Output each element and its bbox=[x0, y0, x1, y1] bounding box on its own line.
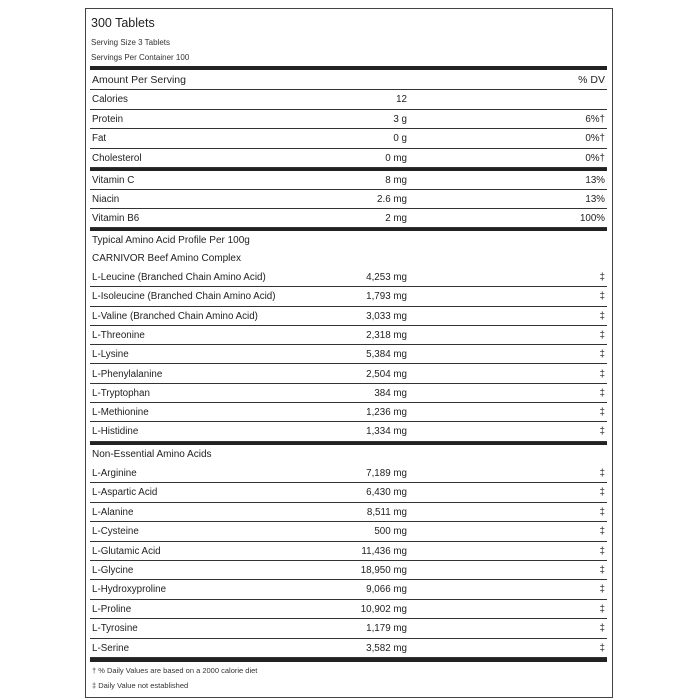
row-amount: 9,066 mg bbox=[366, 584, 407, 596]
table-row bbox=[90, 307, 607, 326]
row-amount: 2,504 mg bbox=[366, 368, 407, 380]
row-label: L-Glycine bbox=[92, 565, 134, 576]
table-row bbox=[90, 580, 607, 599]
row-dv: ‡ bbox=[599, 349, 605, 361]
row-label: L-Phenylalanine bbox=[92, 368, 163, 380]
table-row bbox=[90, 190, 607, 209]
row-label: L-Threonine bbox=[92, 329, 145, 341]
table-row bbox=[90, 542, 607, 561]
table-row bbox=[90, 483, 607, 502]
row-amount: 6,430 mg bbox=[366, 487, 407, 499]
serving-size: Serving Size 3 Tablets bbox=[91, 38, 171, 47]
row-dv: 13% bbox=[585, 194, 605, 205]
row-amount: 0 mg bbox=[385, 152, 407, 164]
row-dv: 6%† bbox=[585, 113, 605, 125]
amino-profile-title: Typical Amino Acid Profile Per 100g bbox=[92, 235, 250, 246]
row-label: Cholesterol bbox=[92, 152, 142, 164]
row-dv: ‡ bbox=[599, 584, 605, 596]
row-amount: 1,179 mg bbox=[366, 623, 407, 635]
row-label: L-Aspartic Acid bbox=[92, 487, 158, 499]
table-row bbox=[90, 209, 607, 228]
dv-header: % DV bbox=[578, 74, 605, 86]
table-header-row bbox=[90, 70, 607, 90]
servings-per-container: Servings Per Container 100 bbox=[91, 53, 190, 62]
row-amount: 7,189 mg bbox=[366, 468, 407, 479]
row-label: L-Methionine bbox=[92, 407, 149, 419]
not-established-footnote: ‡ Daily Value not established bbox=[92, 681, 189, 690]
row-dv: 0%† bbox=[585, 133, 605, 144]
row-amount: 10,902 mg bbox=[360, 603, 407, 615]
table-row bbox=[90, 90, 607, 110]
row-label: L-Arginine bbox=[92, 468, 137, 479]
row-dv: 0%† bbox=[585, 152, 605, 164]
table-row bbox=[90, 619, 607, 638]
row-dv: 100% bbox=[579, 213, 605, 224]
row-amount: 18,950 mg bbox=[360, 565, 407, 576]
table-row bbox=[90, 149, 607, 169]
row-amount: 5,384 mg bbox=[366, 349, 407, 361]
row-label: L-Leucine (Branched Chain Amino Acid) bbox=[92, 272, 266, 283]
row-label: L-Serine bbox=[92, 642, 130, 654]
row-amount: 8,511 mg bbox=[366, 506, 407, 518]
row-dv: ‡ bbox=[599, 387, 605, 399]
divider-thick bbox=[90, 228, 607, 231]
table-row bbox=[90, 600, 607, 619]
row-amount: 1,334 mg bbox=[366, 426, 407, 438]
row-amount: 8 mg bbox=[385, 175, 407, 186]
row-label: L-Hydroxyproline bbox=[92, 584, 167, 596]
row-label: L-Valine (Branched Chain Amino Acid) bbox=[92, 310, 258, 322]
table-row bbox=[90, 422, 607, 441]
table-row bbox=[90, 365, 607, 384]
row-label: L-Isoleucine (Branched Chain Amino Acid) bbox=[92, 291, 276, 303]
dv-footnote: † % Daily Values are based on a 2000 calorie diet bbox=[92, 666, 258, 675]
row-label: Calories bbox=[92, 94, 128, 105]
table-row bbox=[90, 171, 607, 190]
row-amount: 384 mg bbox=[374, 387, 407, 399]
table-row bbox=[90, 464, 607, 483]
table-row bbox=[90, 384, 607, 403]
row-label: Vitamin C bbox=[92, 175, 135, 186]
amount-per-serving-label: Amount Per Serving bbox=[92, 74, 186, 86]
amino-complex-subtitle: CARNIVOR Beef Amino Complex bbox=[92, 253, 241, 264]
divider-thick bbox=[90, 442, 607, 445]
row-dv: ‡ bbox=[599, 329, 605, 341]
row-label: Niacin bbox=[92, 194, 120, 205]
row-dv: ‡ bbox=[599, 407, 605, 419]
row-dv: ‡ bbox=[599, 291, 605, 303]
row-amount: 500 mg bbox=[374, 526, 407, 538]
table-row bbox=[90, 522, 607, 541]
table-row bbox=[90, 326, 607, 345]
row-dv: 13% bbox=[585, 175, 605, 186]
row-label: L-Proline bbox=[92, 603, 132, 615]
row-dv: ‡ bbox=[599, 642, 605, 654]
row-dv: ‡ bbox=[599, 526, 605, 538]
row-label: L-Cysteine bbox=[92, 526, 139, 538]
row-dv: ‡ bbox=[599, 272, 605, 283]
row-amount: 0 g bbox=[393, 133, 407, 144]
row-label: Fat bbox=[92, 133, 107, 144]
table-row bbox=[90, 503, 607, 522]
nonessential-title: Non-Essential Amino Acids bbox=[92, 449, 212, 460]
row-label: L-Tryptophan bbox=[92, 387, 150, 399]
row-dv: ‡ bbox=[599, 603, 605, 615]
row-label: Protein bbox=[92, 113, 124, 125]
row-amount: 12 bbox=[396, 94, 407, 105]
table-row bbox=[90, 287, 607, 306]
row-dv: ‡ bbox=[599, 468, 605, 479]
container-count: 300 Tablets bbox=[91, 16, 155, 30]
table-row bbox=[90, 639, 607, 658]
table-row bbox=[90, 345, 607, 364]
row-amount: 3,033 mg bbox=[366, 310, 407, 322]
row-label: L-Glutamic Acid bbox=[92, 545, 161, 557]
row-dv: ‡ bbox=[599, 506, 605, 518]
row-dv: ‡ bbox=[599, 310, 605, 322]
row-label: L-Tyrosine bbox=[92, 623, 138, 635]
table-row bbox=[90, 403, 607, 422]
row-dv: ‡ bbox=[599, 565, 605, 576]
row-amount: 1,236 mg bbox=[366, 407, 407, 419]
row-amount: 2 mg bbox=[385, 213, 407, 224]
divider-thick bbox=[90, 658, 607, 662]
row-amount: 3,582 mg bbox=[366, 642, 407, 654]
row-amount: 1,793 mg bbox=[366, 291, 407, 303]
row-label: L-Alanine bbox=[92, 506, 134, 518]
row-label: L-Histidine bbox=[92, 426, 139, 438]
row-dv: ‡ bbox=[599, 368, 605, 380]
table-row bbox=[90, 110, 607, 130]
row-dv: ‡ bbox=[599, 623, 605, 635]
row-amount: 2,318 mg bbox=[366, 329, 407, 341]
row-dv: ‡ bbox=[599, 426, 605, 438]
row-label: L-Lysine bbox=[92, 349, 129, 361]
row-label: Vitamin B6 bbox=[92, 213, 140, 224]
table-row bbox=[90, 129, 607, 149]
row-amount: 11,436 mg bbox=[361, 545, 407, 557]
row-dv: ‡ bbox=[599, 545, 605, 557]
row-amount: 4,253 mg bbox=[366, 272, 407, 283]
row-dv: ‡ bbox=[599, 487, 605, 499]
row-amount: 3 g bbox=[393, 113, 407, 125]
row-amount: 2.6 mg bbox=[377, 194, 407, 205]
table-row bbox=[90, 268, 607, 287]
table-row bbox=[90, 561, 607, 580]
